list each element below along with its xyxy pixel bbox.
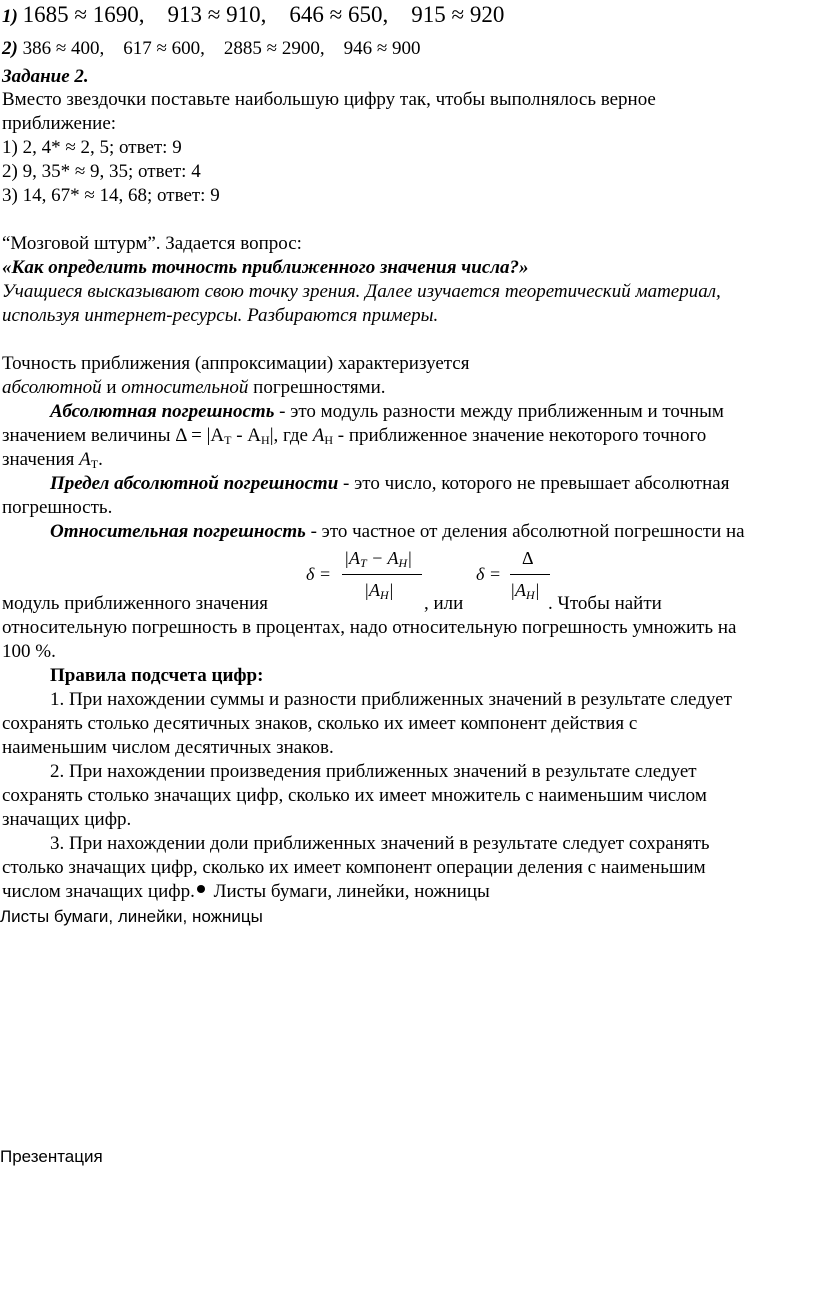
limit-error-term: Предел абсолютной погрешности	[50, 473, 339, 494]
formula-1-num-minus: − A	[366, 548, 399, 568]
example-2-values: 386 ≈ 400, 617 ≈ 600, 2885 ≈ 2900, 946 ≈ 900	[22, 38, 421, 59]
formula-1-num-bar: |	[407, 548, 413, 568]
example-line-1	[2, 4, 504, 28]
relative-error-line-4: 100 %.	[2, 641, 56, 662]
rule-3-line-1: 3. При нахождении доли приближенных значений в результате следует сохранять	[50, 833, 710, 854]
absolute-error-formula-start: значением величины Δ = |A	[2, 425, 225, 446]
limit-error-definition: - это число, которого не превышает абсолютная	[338, 473, 730, 494]
example-1-number: 1)	[2, 6, 18, 27]
formula-2-lhs: δ =	[476, 564, 502, 584]
formula-1-den-sub-h: H	[379, 588, 389, 602]
rule-3-materials-text: Листы бумаги, линейки, ножницы	[208, 881, 490, 902]
exact-value-text: значения	[2, 449, 80, 470]
example-line-2	[2, 38, 421, 60]
relative-error-line-3: относительную погрешность в процентах, надо относительную погрешность умножить на	[2, 617, 737, 638]
brainstorm-intro: “Мозговой штурм”. Задается вопрос:	[2, 233, 302, 254]
formula-2-denominator	[510, 580, 540, 603]
formula-1-fraction-bar	[342, 574, 422, 575]
relative-error-formula-2	[476, 546, 552, 608]
formula-2-den-sub-h: H	[525, 588, 535, 602]
absolute-error-definition: - это модуль разности между приближенным и точным	[274, 401, 724, 422]
rule-1-line-2: сохранять столько десятичных знаков, сколько их имеет компонент действия с	[2, 713, 638, 734]
variable-a: A	[79, 449, 91, 470]
theory-paragraph-line-1: Точность приближения (аппроксимации) характеризуется	[2, 353, 470, 374]
rule-1-line-1: 1. При нахождении суммы и разности приближенных значений в результате следует	[50, 689, 732, 710]
absolute-error-line-3	[2, 449, 103, 475]
subscript-t: Т	[224, 433, 232, 447]
approx-value-text: - приближенное значение некоторого точного	[333, 425, 707, 446]
variable-a: A	[312, 425, 325, 446]
formula-2-den-bar: |	[534, 580, 540, 600]
formula-1-den-bar: |	[388, 580, 394, 600]
relative-error-term: Относительная погрешность	[50, 521, 306, 542]
and-word: и	[101, 377, 122, 398]
task2-title: Задание 2.	[2, 66, 89, 87]
limit-error-line-2: погрешность.	[2, 497, 113, 518]
materials-line: Листы бумаги, линейки, ножницы	[0, 907, 263, 926]
subscript-h: Н	[261, 433, 270, 447]
formula-1-denominator	[364, 580, 394, 603]
relative-word: относительной	[121, 377, 249, 398]
rule-3-line-2: столько значащих цифр, сколько их имеет компонент операции деления с наименьшим	[2, 857, 706, 878]
formula-1-den-a: |A	[364, 580, 380, 600]
limit-error-line-1	[50, 473, 729, 495]
brainstorm-question: «Как определить точность приближенного значения числа?»	[2, 257, 529, 278]
formula-2-den-a: |A	[510, 580, 526, 600]
formula-1-sub-t: T	[359, 556, 367, 570]
formula-2-fraction-bar	[510, 574, 550, 575]
absolute-error-line-1	[50, 401, 724, 423]
errors-word: погрешностями.	[248, 377, 386, 398]
relative-error-line-2a: модуль приближенного значения	[2, 593, 269, 614]
rule-1-line-3: наименьшим числом десятичных знаков.	[2, 737, 334, 758]
theory-paragraph-line-2	[2, 377, 386, 399]
absolute-error-formula-mid: - A	[231, 425, 262, 446]
rules-title: Правила подсчета цифр:	[50, 665, 264, 686]
relative-error-line-2b: , или	[424, 593, 464, 614]
task2-item-1: 1) 2, 4* ≈ 2, 5; ответ: 9	[2, 137, 182, 158]
presentation-label: Презентация	[0, 1147, 103, 1166]
relative-error-definition: - это частное от деления абсолютной погрешности на	[305, 521, 745, 542]
formula-1-num-a: |A	[344, 548, 360, 568]
subscript-t: Т	[90, 457, 99, 471]
rule-2-line-3: значащих цифр.	[2, 809, 132, 830]
bullet-icon	[197, 885, 205, 893]
absolute-error-term: Абсолютная погрешность	[50, 401, 275, 422]
formula-1-sub-h: H	[398, 556, 408, 570]
period: .	[98, 449, 103, 470]
relative-error-line-1	[50, 521, 745, 543]
formula-2-numerator: Δ	[522, 548, 534, 568]
absolute-error-line-2	[2, 425, 706, 451]
brainstorm-note-line-1: Учащиеся высказывают свою точку зрения. Далее изучается теоретический материал,	[2, 281, 721, 302]
relative-error-formula-1	[306, 546, 426, 608]
rule-2-line-2: сохранять столько значащих цифр, сколько их имеет множитель с наименьшим числом	[2, 785, 707, 806]
task2-item-3: 3) 14, 67* ≈ 14, 68; ответ: 9	[2, 185, 220, 206]
rule-2-line-1: 2. При нахождении произведения приближенных значений в результате следует	[50, 761, 697, 782]
example-2-number: 2)	[2, 38, 18, 59]
formula-1-numerator	[344, 548, 412, 571]
example-1-values: 1685 ≈ 1690, 913 ≈ 910, 646 ≈ 650, 915 ≈ 920	[22, 2, 505, 27]
task2-item-2: 2) 9, 35* ≈ 9, 35; ответ: 4	[2, 161, 201, 182]
task2-instruction-line-2: приближение:	[2, 113, 117, 134]
relative-error-line-2c: . Чтобы найти	[548, 593, 662, 614]
rule-3-line-3	[2, 881, 490, 903]
absolute-error-formula-end: |, где	[269, 425, 313, 446]
absolute-word: абсолютной	[2, 377, 102, 398]
subscript-h: Н	[324, 433, 334, 447]
rule-3-end-text: числом значащих цифр.	[2, 881, 195, 902]
brainstorm-note-line-2: используя интернет-ресурсы. Разбираются примеры.	[2, 305, 439, 326]
task2-instruction-line-1: Вместо звездочки поставьте наибольшую цифру так, чтобы выполнялось верное	[2, 89, 656, 110]
formula-1-lhs: δ =	[306, 564, 332, 584]
